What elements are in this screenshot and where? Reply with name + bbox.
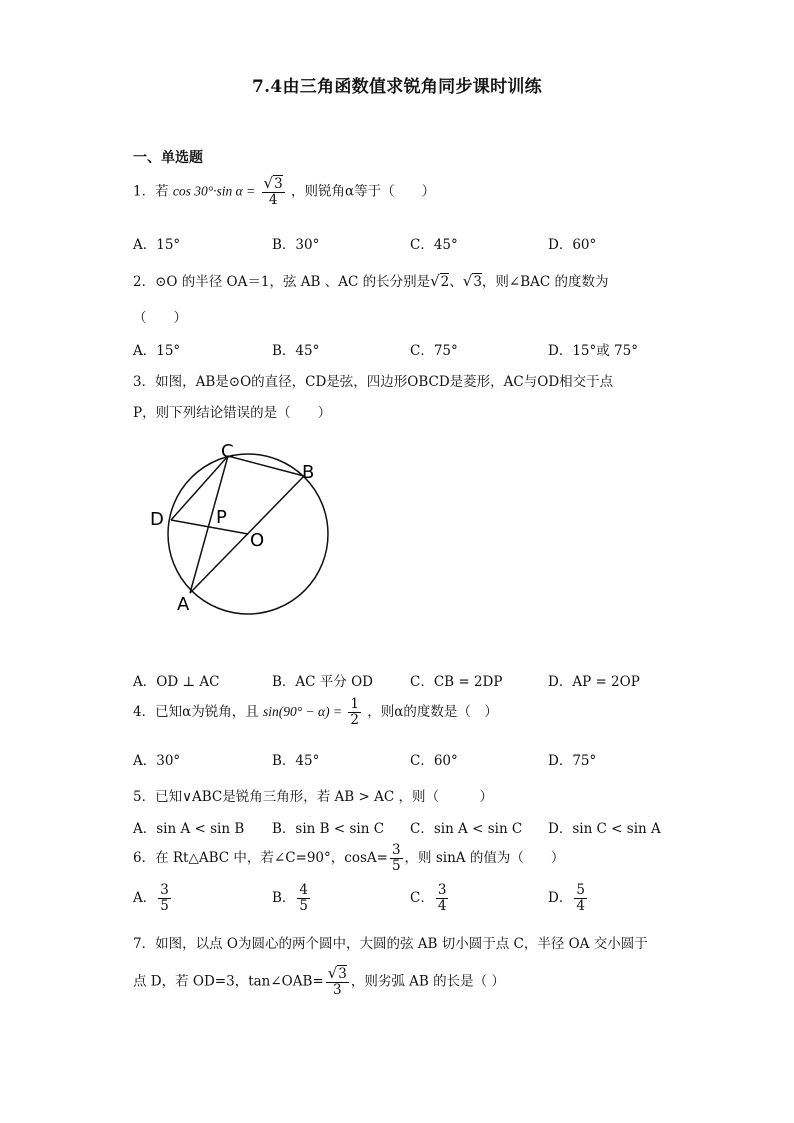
question-6 (133, 843, 564, 874)
q1-expression: cos 30°·sin α = (172, 183, 256, 199)
q1-option-a[interactable]: A．15° (133, 237, 181, 253)
page-title: 7.4由三角函数值求锐角同步课时训练 (252, 77, 542, 97)
question-7-line-2 (133, 966, 505, 998)
q6-option-a-num: 3 (160, 882, 169, 898)
q3-label-o: O (250, 530, 265, 551)
q3-label-b: B (302, 462, 315, 483)
q6-option-b[interactable] (272, 883, 312, 914)
q5-option-c[interactable]: C．sin A < sin C (410, 821, 523, 837)
q4-option-c[interactable]: C．60° (410, 753, 458, 769)
q6-option-b-den: 5 (299, 898, 309, 914)
q2-root-1: 2 (440, 274, 450, 290)
q3-circle-figure (140, 436, 350, 616)
q6-option-a[interactable] (133, 883, 173, 914)
q2-option-c[interactable]: C．75° (410, 343, 458, 359)
q6-option-b-num: 4 (299, 882, 309, 898)
q2-suffix: ，则∠BAC 的度数为 (481, 274, 609, 290)
q1-fraction-numerator: 3 (274, 176, 283, 192)
q2-root-2: 3 (473, 274, 482, 290)
q6-option-c-letter: C． (410, 890, 434, 906)
q6-option-b-letter: B． (272, 890, 296, 906)
question-1 (133, 176, 435, 208)
q6-option-c-den: 4 (437, 898, 447, 914)
q3-option-b[interactable]: B．AC 平分 OD (272, 674, 373, 690)
q3-option-d[interactable]: D．AP = 2OP (548, 674, 640, 690)
q2-prefix: 2．⊙O 的半径 OA＝1，弦 AB 、AC 的长分别是 (133, 274, 431, 290)
q4-suffix: ，则α的度数是（ ） (367, 704, 498, 720)
section-heading: 一、单选题 (133, 150, 203, 166)
q6-option-d[interactable] (548, 883, 589, 914)
q1-prefix: 1．若 (133, 183, 169, 200)
q3-segment-cb (228, 456, 304, 476)
q6-option-c[interactable] (410, 883, 450, 914)
q3-label-a: A (177, 594, 190, 615)
q2-option-d[interactable]: D．15°或 75° (548, 343, 638, 359)
question-3-line-1: 3．如图，AB是⊙O的直径，CD是弦，四边形OBCD是菱形，AC与OD相交于点 (133, 374, 614, 390)
question-2: 2．⊙O 的半径 OA＝1，弦 AB 、AC 的长分别是√2、√3，则∠BAC 的度数为 (133, 272, 609, 290)
q7-suffix: ，则劣弧 AB 的长是（ ） (350, 973, 505, 990)
q1-option-c[interactable]: C．45° (410, 237, 458, 253)
q1-fraction-denominator: 4 (268, 192, 278, 208)
q6-option-a-den: 5 (160, 898, 169, 914)
q6-option-d-num: 5 (576, 882, 585, 898)
question-5: 5．已知∨ABC是锐角三角形，若 AB > AC ，则（ ） (133, 789, 493, 805)
q5-option-d[interactable]: D．sin C < sin A (548, 821, 661, 837)
q6-option-c-num: 3 (437, 882, 447, 898)
q2-option-b[interactable]: B．45° (272, 343, 320, 359)
q1-fraction: $\frac{√3}{4}$ (263, 174, 283, 208)
q4-fraction-numerator: 1 (350, 696, 359, 712)
q4-expression: sin(90° − α) = (263, 704, 343, 719)
q1-option-d[interactable]: D．60° (548, 237, 597, 253)
q7-fraction-numerator: 3 (338, 966, 347, 982)
q3-label-d: D (150, 509, 164, 530)
q4-fraction-denominator: 2 (350, 712, 359, 728)
q6-prefix: 6．在 Rt△ABC 中，若∠C=90°，cosA= (133, 850, 388, 866)
q6-fraction-denominator: 5 (391, 858, 401, 874)
q3-option-a[interactable]: A．OD ⊥ AC (133, 674, 220, 690)
q3-label-c: C (221, 441, 234, 462)
q2-option-a[interactable]: A．15° (133, 343, 181, 359)
q6-option-a-letter: A． (133, 890, 157, 906)
q4-option-d[interactable]: D．75° (548, 753, 597, 769)
q1-suffix: ，则锐角α等于（ ） (291, 183, 436, 200)
q2-separator: 、 (449, 274, 463, 290)
question-3-line-2: P，则下列结论错误的是（ ） (133, 405, 332, 421)
question-4 (133, 697, 498, 728)
q2-answer-paren: （ ） (133, 310, 187, 326)
q7-fraction: $\frac{√3}{3}$ (327, 964, 347, 998)
q3-option-c[interactable]: C．CB = 2DP (410, 674, 503, 690)
q5-option-a[interactable]: A．sin A < sin B (133, 821, 245, 837)
q1-option-b[interactable]: B．30° (272, 237, 320, 253)
q4-option-a[interactable]: A．30° (133, 753, 181, 769)
q6-fraction-numerator: 3 (391, 842, 401, 858)
q4-option-b[interactable]: B．45° (272, 753, 320, 769)
q6-suffix: ，则 sinA 的值为（ ） (404, 850, 565, 866)
q4-fraction (348, 697, 361, 728)
question-7-line-1: 7．如图，以点 O为圆心的两个圆中，大圆的弦 AB 切小圆于点 C，半径 OA 交小圆于 (133, 936, 648, 952)
q4-prefix: 4．已知α为锐角，且 (133, 704, 259, 720)
q6-option-d-den: 4 (576, 898, 585, 914)
q6-fraction (390, 843, 403, 874)
q5-option-b[interactable]: B．sin B < sin C (272, 821, 385, 837)
q6-option-d-letter: D． (548, 890, 573, 906)
q7-fraction-denominator: 3 (333, 982, 342, 998)
q3-label-p: P (216, 507, 227, 528)
q7-prefix: 点 D，若 OD=3，tan∠OAB= (133, 973, 324, 990)
